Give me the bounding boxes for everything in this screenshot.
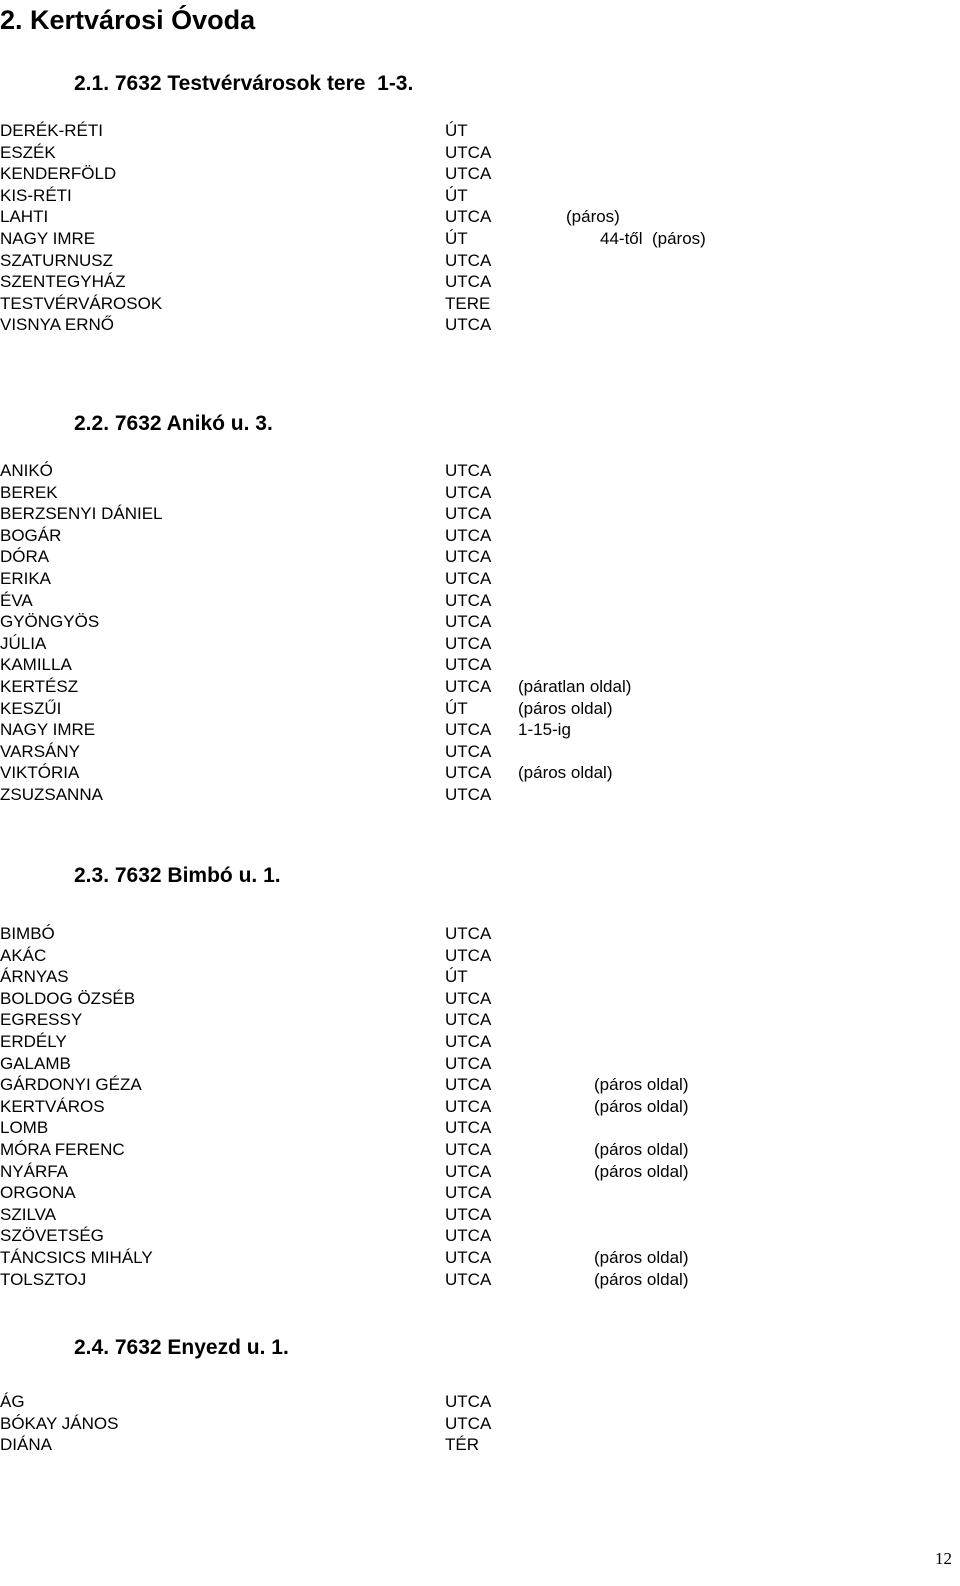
street-row [0, 633, 960, 654]
street-type: UTCA [445, 315, 492, 335]
street-row [0, 966, 960, 987]
street-name: ÉVA [0, 590, 33, 610]
street-name: NAGY IMRE [0, 229, 96, 248]
street-type: UTCA [445, 590, 492, 610]
street-row [0, 719, 960, 740]
street-name: ESZÉK [0, 142, 56, 162]
street-row [0, 1391, 960, 1412]
street-row [0, 503, 960, 524]
street-type: UTCA [445, 482, 492, 502]
street-name: GÁRDONYI GÉZA [0, 1075, 142, 1095]
street-row [0, 1053, 960, 1074]
street-name: VIKTÓRIA [0, 763, 80, 783]
street-name: VISNYA ERNŐ [0, 315, 114, 335]
street-type: UTCA [445, 1226, 492, 1246]
street-name: ERDÉLY [0, 1032, 67, 1051]
street-row [0, 163, 960, 184]
street-note: (páros oldal) [594, 1096, 689, 1116]
street-name: SZENTEGYHÁZ [0, 272, 126, 292]
street-row [0, 1247, 960, 1268]
street-type: UTCA [445, 1010, 492, 1030]
street-row [0, 611, 960, 632]
street-type: TERE [445, 293, 491, 313]
street-name: VARSÁNY [0, 741, 80, 761]
street-note: (páros) [566, 207, 620, 227]
street-row [0, 1139, 960, 1160]
street-row [0, 142, 960, 163]
street-note: 44-től (páros) [600, 229, 706, 248]
street-row [0, 945, 960, 966]
street-type: UTCA [445, 1392, 492, 1411]
street-type: UTCA [445, 924, 492, 943]
street-note: (páros oldal) [594, 1248, 689, 1267]
street-type: ÚT [445, 229, 468, 248]
street-row [0, 271, 960, 292]
street-row [0, 590, 960, 611]
street-row [0, 1031, 960, 1052]
street-name: TOLSZTOJ [0, 1269, 87, 1289]
street-row [0, 698, 960, 719]
street-row [0, 568, 960, 589]
street-row [0, 206, 960, 227]
street-name: KAMILLA [0, 655, 72, 675]
street-name: TÁNCSICS MIHÁLY [0, 1248, 153, 1267]
street-name: KENDERFÖLD [0, 164, 117, 184]
street-name: BEREK [0, 482, 58, 502]
street-type: ÚT [445, 967, 468, 987]
street-note: 1-15-ig [518, 720, 571, 740]
street-type: UTCA [445, 720, 492, 740]
section-heading: 2.1. 7632 Testvérvárosok tere 1-3. [74, 72, 414, 95]
street-type: UTCA [445, 945, 492, 965]
page-number: 12 [935, 1549, 952, 1568]
street-row [0, 923, 960, 944]
street-type: UTCA [445, 1053, 492, 1073]
street-row [0, 1225, 960, 1246]
street-type: UTCA [445, 164, 492, 184]
street-name: KERTÉSZ [0, 677, 79, 696]
section-heading: 2.4. 7632 Enyezd u. 1. [74, 1336, 289, 1359]
street-name: NYÁRFA [0, 1161, 69, 1181]
street-row [0, 676, 960, 697]
street-name: BOGÁR [0, 525, 62, 545]
street-row [0, 741, 960, 762]
street-row [0, 1182, 960, 1203]
street-type: UTCA [445, 1032, 492, 1051]
street-row [0, 314, 960, 335]
street-name: ERIKA [0, 569, 52, 588]
street-type: UTCA [445, 207, 492, 227]
street-row [0, 482, 960, 503]
street-type: UTCA [445, 1248, 492, 1267]
street-row [0, 1117, 960, 1138]
street-row [0, 988, 960, 1009]
street-type: ÚT [445, 185, 468, 205]
street-name: BOLDOG ÖZSÉB [0, 988, 136, 1008]
street-row [0, 1074, 960, 1095]
street-type: UTCA [445, 1183, 492, 1203]
street-note: (páros oldal) [518, 763, 613, 783]
street-name: DERÉK-RÉTI [0, 121, 103, 140]
street-row [0, 1009, 960, 1030]
street-row [0, 185, 960, 206]
street-type: UTCA [445, 763, 492, 783]
street-name: SZATURNUSZ [0, 250, 114, 270]
street-row [0, 1096, 960, 1117]
street-row [0, 1204, 960, 1225]
street-name: ZSUZSANNA [0, 785, 103, 804]
street-note: (páratlan oldal) [518, 677, 632, 696]
street-name: KERTVÁROS [0, 1096, 105, 1116]
street-name: JÚLIA [0, 633, 47, 653]
street-type: UTCA [445, 1075, 492, 1095]
street-type: UTCA [445, 461, 492, 480]
street-note: (páros oldal) [594, 1161, 689, 1181]
street-name: NAGY IMRE [0, 720, 96, 740]
street-name: AKÁC [0, 945, 47, 965]
street-type: ÚT [445, 698, 468, 718]
street-name: ORGONA [0, 1183, 76, 1203]
document-title: 2. Kertvárosi Óvoda [0, 5, 256, 35]
street-type: UTCA [445, 612, 492, 632]
street-name: LAHTI [0, 207, 49, 227]
street-row [0, 1434, 960, 1455]
street-name: KIS-RÉTI [0, 185, 72, 205]
street-row [0, 654, 960, 675]
street-type: UTCA [445, 1096, 492, 1116]
street-row [0, 1269, 960, 1290]
street-type: UTCA [445, 272, 492, 292]
street-row [0, 525, 960, 546]
street-name: EGRESSY [0, 1010, 83, 1030]
street-row [0, 460, 960, 481]
street-name: GYÖNGYÖS [0, 612, 100, 632]
street-name: GALAMB [0, 1053, 71, 1073]
street-name: SZILVA [0, 1204, 57, 1224]
street-type: UTCA [445, 988, 492, 1008]
section-heading: 2.2. 7632 Anikó u. 3. [74, 412, 273, 435]
street-type: UTCA [445, 655, 492, 675]
street-type: UTCA [445, 785, 492, 804]
street-type: ÚT [445, 121, 468, 140]
street-row [0, 1161, 960, 1182]
street-type: UTCA [445, 1118, 492, 1138]
street-row [0, 293, 960, 314]
street-row [0, 762, 960, 783]
street-name: ÁG [0, 1392, 25, 1411]
street-name: DÓRA [0, 547, 50, 567]
street-name: MÓRA FERENC [0, 1140, 125, 1159]
section-heading: 2.3. 7632 Bimbó u. 1. [74, 864, 281, 887]
street-type: UTCA [445, 525, 492, 545]
street-type: UTCA [445, 1204, 492, 1224]
street-type: UTCA [445, 1413, 492, 1433]
street-type: UTCA [445, 1269, 492, 1289]
street-row [0, 1413, 960, 1434]
street-row [0, 784, 960, 805]
street-name: ÁRNYAS [0, 967, 69, 987]
street-row [0, 250, 960, 271]
street-name: KESZŰI [0, 698, 62, 718]
street-row [0, 120, 960, 141]
street-type: TÉR [445, 1435, 479, 1455]
street-name: BIMBÓ [0, 924, 55, 943]
street-name: SZÖVETSÉG [0, 1226, 104, 1246]
street-type: UTCA [445, 142, 492, 162]
street-type: UTCA [445, 1161, 492, 1181]
street-type: UTCA [445, 633, 492, 653]
street-name: LOMB [0, 1118, 49, 1138]
street-type: UTCA [445, 569, 492, 588]
street-note: (páros oldal) [594, 1140, 689, 1159]
street-type: UTCA [445, 547, 492, 567]
street-type: UTCA [445, 250, 492, 270]
street-note: (páros oldal) [518, 698, 613, 718]
street-name: BÓKAY JÁNOS [0, 1413, 119, 1433]
street-note: (páros oldal) [594, 1075, 689, 1095]
street-name: ANIKÓ [0, 461, 53, 480]
street-type: UTCA [445, 1140, 492, 1159]
street-name: DIÁNA [0, 1435, 52, 1455]
street-name: BERZSENYI DÁNIEL [0, 504, 163, 524]
street-row [0, 228, 960, 249]
street-note: (páros oldal) [594, 1269, 689, 1289]
street-row [0, 546, 960, 567]
street-type: UTCA [445, 741, 492, 761]
street-type: UTCA [445, 677, 492, 696]
street-type: UTCA [445, 504, 492, 524]
street-name: TESTVÉRVÁROSOK [0, 293, 163, 313]
